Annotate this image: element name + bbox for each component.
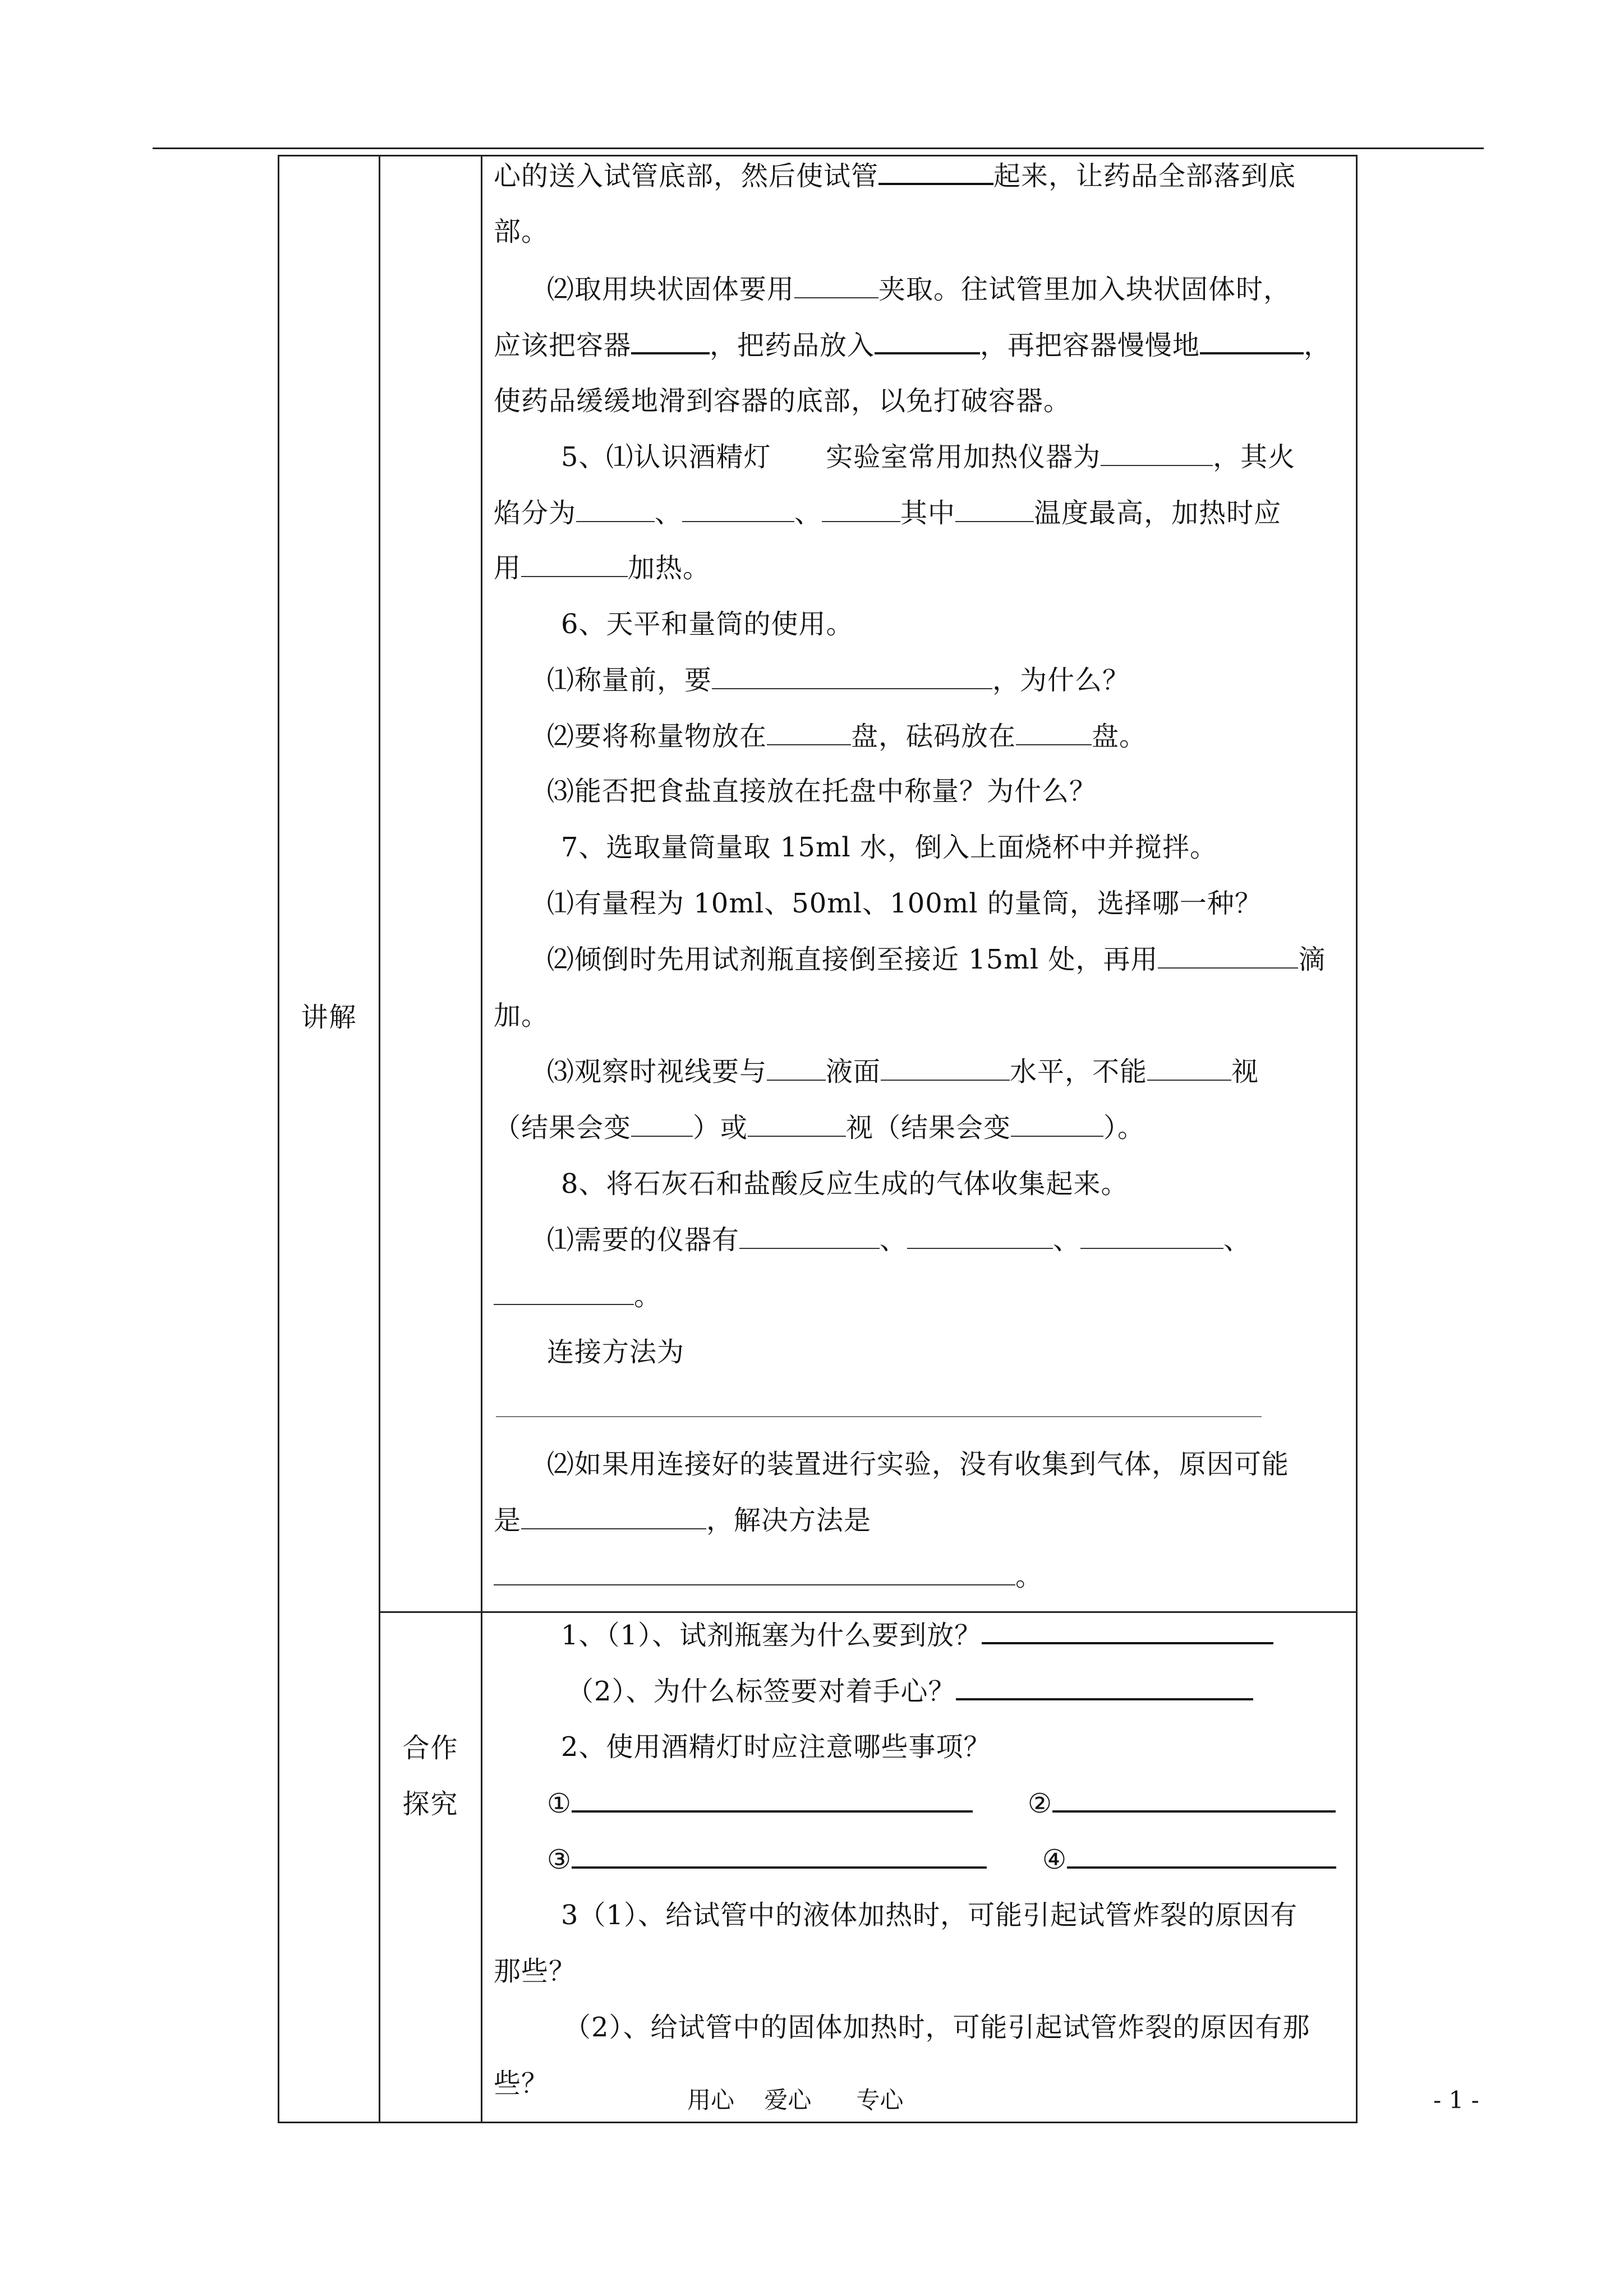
text: （2）、给试管中的固体加热时，可能引起试管炸裂的原因有那: [564, 2012, 1310, 2043]
text: （结果会变: [494, 1112, 632, 1144]
text: ②: [1028, 1788, 1053, 1819]
fill-blank[interactable]: [1067, 1839, 1336, 1869]
text: ，解决方法是: [706, 1505, 872, 1536]
footer-motto: 用心 爱心 专心: [687, 2086, 904, 2114]
section-label-inquiry-line1: 合作: [402, 1732, 459, 1764]
text: 盘。: [1092, 721, 1147, 752]
lecture-line-9: [561, 605, 1414, 644]
fill-blank[interactable]: [875, 325, 980, 354]
text: ）或: [693, 1112, 748, 1144]
section-label-lecture: 讲解: [301, 1002, 357, 1033]
text: 1、（1）、试剂瓶塞为什么要到放？: [561, 1620, 982, 1651]
text: 那些？: [494, 1956, 577, 1987]
text: ⑴称量前，要: [547, 665, 712, 696]
text: ⑴需要的仪器有: [547, 1224, 740, 1256]
text: 加热。: [628, 552, 711, 584]
inquiry-line-8: [494, 2064, 1346, 2103]
lecture-line-22: [547, 1333, 1400, 1372]
text: 使药品缓缓地滑到容器的底部，以免打破容器。: [494, 385, 1071, 417]
lecture-line-7: [494, 494, 1346, 533]
text: ）。: [1103, 1112, 1145, 1144]
text: ⑵如果用连接好的装置进行实验，没有收集到气体，原因可能: [547, 1449, 1290, 1480]
text: （2）、为什么标签要对着手心？: [567, 1676, 956, 1707]
fill-blank[interactable]: [521, 549, 628, 577]
text: 夹取。往试管里加入块状固体时，: [878, 274, 1291, 305]
inquiry-line-1: [561, 1615, 1414, 1654]
lecture-line-6: [561, 437, 1414, 477]
text: 些？: [494, 2068, 549, 2099]
text: 加。: [494, 1000, 549, 1031]
fill-blank[interactable]: [878, 156, 993, 185]
text: 。: [1015, 1561, 1043, 1592]
lecture-line-19: [561, 1164, 1414, 1204]
table-border-col2: [481, 155, 482, 2123]
fill-blank[interactable]: [1080, 1221, 1223, 1249]
text: 是: [494, 1505, 522, 1536]
lecture-line-3: [547, 270, 1400, 309]
lecture-line-20: [547, 1220, 1400, 1260]
table-border-row-divider: [379, 1611, 1358, 1613]
fill-blank[interactable]: [982, 1615, 1273, 1644]
table-border-bottom: [278, 2122, 1358, 2123]
fill-blank[interactable]: [881, 1053, 1010, 1081]
fill-blank[interactable]: [1016, 717, 1092, 745]
fill-blank[interactable]: [631, 1109, 693, 1137]
fill-blank[interactable]: [1011, 1109, 1103, 1137]
fill-blank[interactable]: [956, 1671, 1253, 1700]
fill-blank[interactable]: [1158, 940, 1298, 969]
fill-blank[interactable]: [712, 661, 992, 689]
fill-blank[interactable]: [572, 1839, 987, 1869]
text: ⑵要将称量物放在: [547, 721, 767, 752]
inquiry-item-4: [1042, 1839, 1348, 1879]
lecture-line-25: [494, 1501, 1346, 1540]
inquiry-item-2: [1028, 1783, 1347, 1823]
fill-blank[interactable]: [1101, 438, 1213, 466]
text: 8、将石灰石和盐酸反应生成的气体收集起来。: [561, 1168, 1129, 1200]
text: 盘，砝码放在: [851, 721, 1016, 752]
fill-blank[interactable]: [907, 1221, 1053, 1249]
text: ，: [1304, 330, 1332, 361]
text: 连接方法为: [547, 1336, 685, 1368]
inquiry-line-3: [561, 1727, 1414, 1767]
text: 、: [880, 1224, 908, 1256]
text: 其中: [900, 497, 956, 529]
lecture-line-24: [547, 1445, 1400, 1484]
text: 心的送入试管底部，然后使试管: [494, 160, 879, 192]
text: 视: [1231, 1056, 1259, 1087]
text: ③: [547, 1844, 572, 1875]
lecture-line-10: [547, 661, 1400, 700]
text: 5、⑴认识酒精灯 实验室常用加热仪器为: [561, 441, 1101, 473]
section-label-inquiry-line2: 探究: [402, 1788, 459, 1820]
text: 用: [494, 552, 522, 584]
fill-blank[interactable]: [1200, 325, 1304, 354]
fill-blank[interactable]: [739, 1221, 880, 1249]
text: ⑴有量程为 10ml、50ml、100ml 的量筒，选择哪一种？: [547, 888, 1262, 919]
fill-blank[interactable]: [767, 717, 851, 745]
fill-blank[interactable]: [521, 1501, 706, 1529]
lecture-line-5: [494, 381, 1346, 421]
lecture-line-4: [494, 325, 1346, 365]
text: ，其火: [1213, 441, 1296, 473]
fill-blank[interactable]: [631, 325, 710, 354]
lecture-line-14: [547, 884, 1400, 923]
lecture-line-13: [561, 828, 1414, 867]
text: ⑵倾倒时先用试剂瓶直接倒至接近 15ml 处，再用: [547, 944, 1158, 975]
lecture-line-2: [494, 212, 1346, 251]
lecture-line-21: [494, 1276, 1346, 1316]
text: 2、使用酒精灯时应注意哪些事项？: [561, 1731, 991, 1763]
text: 视（结果会变: [846, 1112, 1011, 1144]
text: 焰分为: [494, 497, 577, 529]
text: 。: [634, 1280, 662, 1312]
header-rule: [153, 147, 1484, 149]
text: 液面: [826, 1056, 881, 1087]
fill-blank[interactable]: [767, 1053, 826, 1081]
text: 滴: [1298, 944, 1326, 975]
text: 起来，让药品全部落到底: [993, 160, 1296, 192]
lecture-line-8: [494, 548, 1346, 588]
fill-blank[interactable]: [572, 1783, 973, 1813]
fill-blank[interactable]: [576, 494, 655, 522]
text: 部。: [494, 216, 549, 247]
lecture-line-1: [494, 156, 1346, 195]
fill-blank[interactable]: [1147, 1053, 1231, 1081]
lecture-line-18: [494, 1108, 1346, 1147]
text: 、: [655, 497, 683, 529]
page-number: - 1 -: [1433, 2086, 1479, 2114]
text: 6、天平和量筒的使用。: [561, 608, 854, 640]
lecture-line-17: [547, 1052, 1400, 1091]
fill-blank[interactable]: [494, 1557, 1015, 1585]
text: 、: [1223, 1224, 1252, 1256]
text: ⑶观察时视线要与: [547, 1056, 767, 1087]
table-border-left: [278, 155, 279, 2123]
text: ④: [1042, 1844, 1068, 1875]
text: 温度最高，加热时应: [1034, 497, 1282, 529]
connection-method-answer-line[interactable]: [496, 1416, 1262, 1417]
text: ⑶能否把食盐直接放在托盘中称量？为什么？: [547, 776, 1097, 807]
inquiry-line-6: [494, 1952, 1346, 1991]
fill-blank[interactable]: [822, 494, 900, 522]
text: 、: [794, 497, 822, 529]
text: 3（1）、给试管中的液体加热时，可能引起试管炸裂的原因有: [561, 1899, 1298, 1931]
text: ，把药品放入: [710, 330, 875, 361]
fill-blank[interactable]: [955, 494, 1034, 522]
lecture-line-12: [547, 772, 1400, 811]
text: ，为什么？: [992, 665, 1130, 696]
lecture-line-11: [547, 717, 1400, 756]
text: ①: [547, 1788, 572, 1819]
text: 水平，不能: [1010, 1056, 1148, 1087]
text: ，再把容器慢慢地: [980, 330, 1200, 361]
lecture-line-16: [494, 996, 1346, 1035]
text: 7、选取量筒量取 15ml 水，倒入上面烧杯中并搅拌。: [561, 832, 1218, 863]
text: 应该把容器: [494, 330, 632, 361]
fill-blank[interactable]: [1052, 1783, 1336, 1813]
text: 、: [1053, 1224, 1081, 1256]
fill-blank[interactable]: [794, 270, 878, 298]
inquiry-line-2: [567, 1671, 1419, 1711]
inquiry-line-7: [564, 2008, 1416, 2047]
fill-blank[interactable]: [682, 494, 794, 522]
fill-blank[interactable]: [748, 1109, 846, 1137]
fill-blank[interactable]: [494, 1277, 634, 1305]
lecture-line-26: [494, 1557, 1346, 1596]
lecture-line-15: [547, 940, 1400, 979]
inquiry-line-5: [561, 1896, 1414, 1935]
text: ⑵取用块状固体要用: [547, 274, 795, 305]
